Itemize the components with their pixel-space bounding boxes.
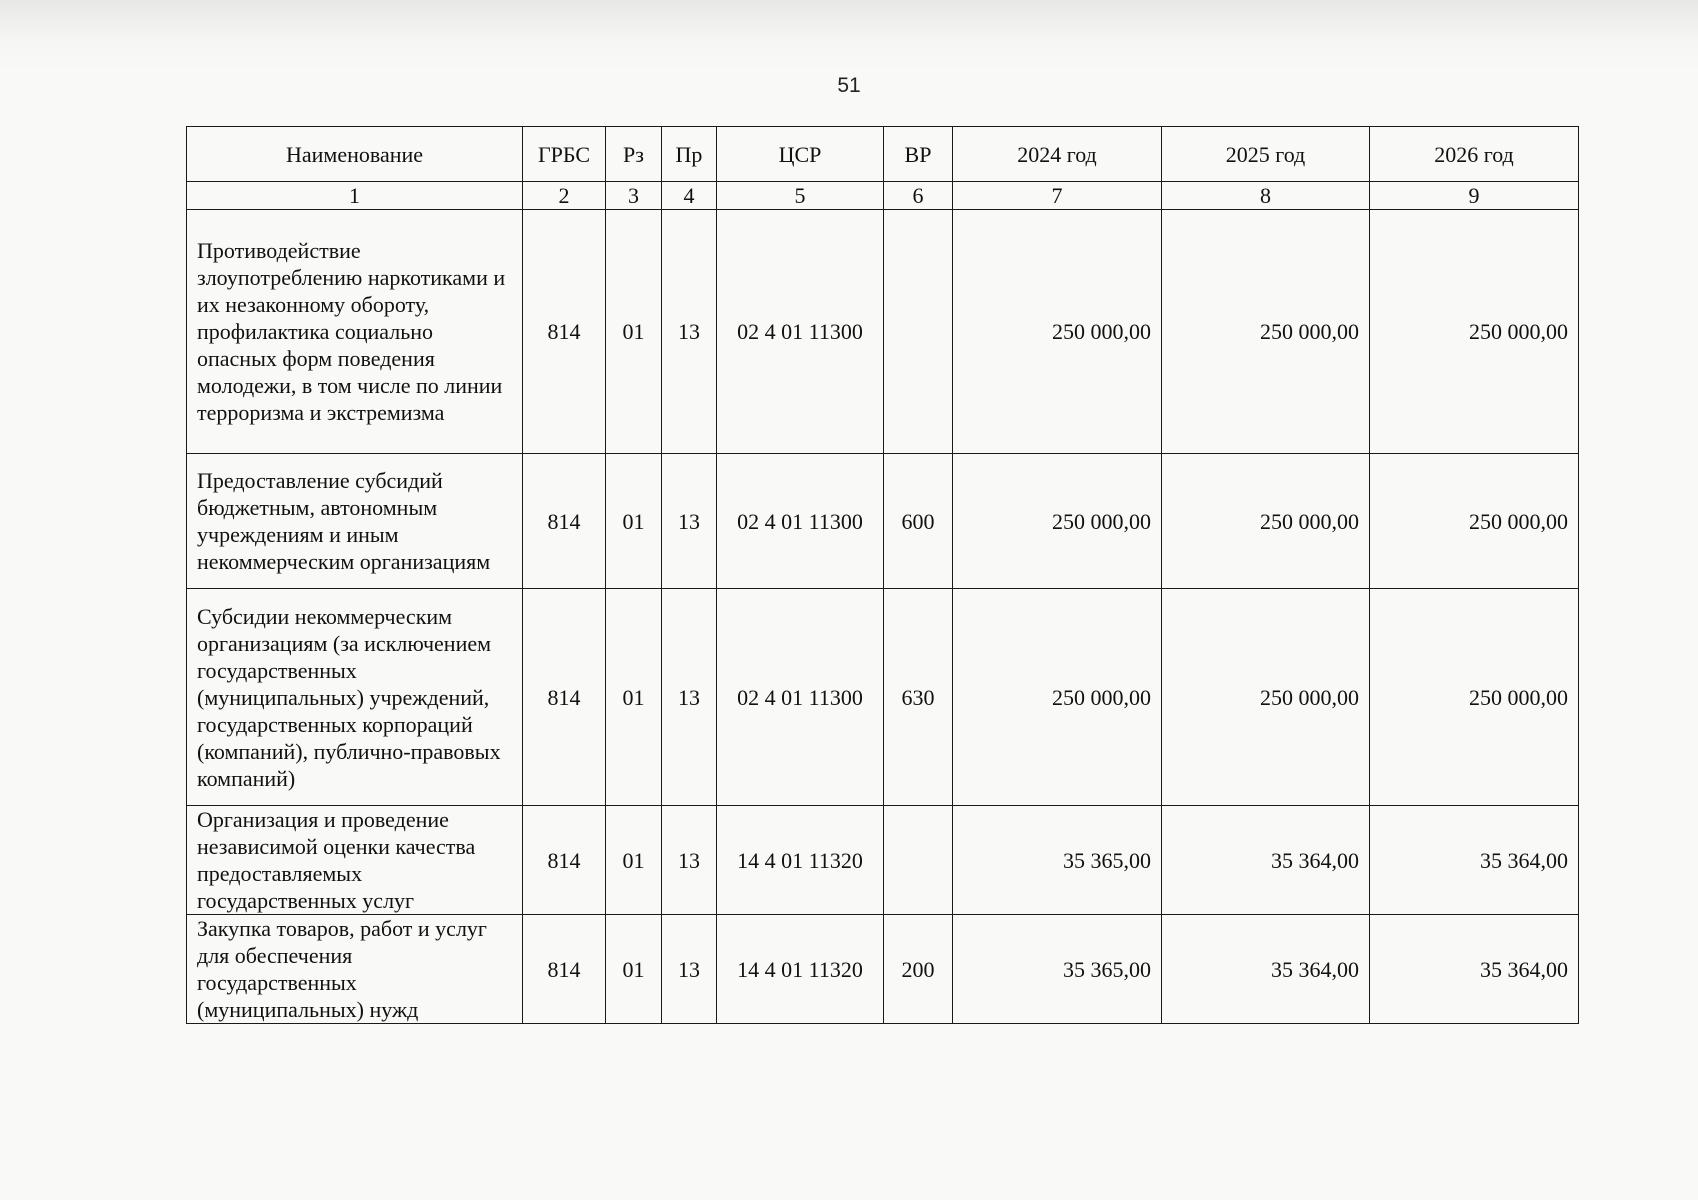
header-rz: Рз	[606, 127, 662, 182]
column-number: 9	[1370, 182, 1579, 210]
row-vr: 630	[884, 589, 953, 806]
row-csr: 02 4 01 11300	[717, 454, 884, 589]
header-grbs: ГРБС	[523, 127, 606, 182]
row-rz: 01	[606, 210, 662, 454]
row-grbs: 814	[523, 806, 606, 915]
row-grbs: 814	[523, 210, 606, 454]
row-name: Предоставление субсидий бюджетным, автономным учреждениям и иным некоммерческим организациям	[187, 454, 523, 589]
row-pr: 13	[662, 454, 717, 589]
row-amount-2026: 35 364,00	[1370, 915, 1579, 1024]
table-row	[187, 589, 1579, 806]
table-row	[187, 210, 1579, 454]
row-amount-2026: 250 000,00	[1370, 210, 1579, 454]
header-pr: Пр	[662, 127, 717, 182]
page-number: 51	[837, 74, 861, 97]
row-grbs: 814	[523, 915, 606, 1024]
row-amount-2025: 250 000,00	[1162, 454, 1370, 589]
row-csr: 02 4 01 11300	[717, 589, 884, 806]
scan-top-shadow	[0, 0, 1698, 70]
column-number: 3	[606, 182, 662, 210]
header-vr: ВР	[884, 127, 953, 182]
row-name: Организация и проведение независимой оценки качества предоставляемых государственных услуг	[187, 806, 523, 915]
row-vr: 200	[884, 915, 953, 1024]
row-name: Противодействие злоупотреблению наркотиками и их незаконному обороту, профилактика социально опасных форм поведения молодежи, в том числе по линии терроризма и экстремизма	[187, 210, 523, 454]
header-2024: 2024 год	[953, 127, 1162, 182]
header-2025: 2025 год	[1162, 127, 1370, 182]
row-rz: 01	[606, 454, 662, 589]
row-amount-2025: 35 364,00	[1162, 915, 1370, 1024]
row-pr: 13	[662, 210, 717, 454]
row-amount-2025: 35 364,00	[1162, 806, 1370, 915]
row-name: Субсидии некоммерческим организациям (за исключением государственных (муниципальных) учреждений, государственных корпораций (компаний), публично-правовых компаний)	[187, 589, 523, 806]
header-csr: ЦСР	[717, 127, 884, 182]
row-grbs: 814	[523, 589, 606, 806]
table-row	[187, 454, 1579, 589]
column-number: 2	[523, 182, 606, 210]
row-vr: 600	[884, 454, 953, 589]
row-vr	[884, 806, 953, 915]
budget-table	[186, 126, 1579, 1024]
row-amount-2024: 35 365,00	[953, 806, 1162, 915]
table-row	[187, 915, 1579, 1024]
row-pr: 13	[662, 915, 717, 1024]
header-row	[187, 127, 1579, 182]
row-grbs: 814	[523, 454, 606, 589]
row-amount-2025: 250 000,00	[1162, 589, 1370, 806]
row-csr: 02 4 01 11300	[717, 210, 884, 454]
row-amount-2024: 35 365,00	[953, 915, 1162, 1024]
column-number: 8	[1162, 182, 1370, 210]
row-rz: 01	[606, 915, 662, 1024]
row-amount-2026: 250 000,00	[1370, 589, 1579, 806]
row-amount-2026: 250 000,00	[1370, 454, 1579, 589]
row-vr	[884, 210, 953, 454]
row-amount-2024: 250 000,00	[953, 210, 1162, 454]
row-amount-2026: 35 364,00	[1370, 806, 1579, 915]
row-amount-2025: 250 000,00	[1162, 210, 1370, 454]
row-pr: 13	[662, 806, 717, 915]
column-number: 1	[187, 182, 523, 210]
row-rz: 01	[606, 589, 662, 806]
row-amount-2024: 250 000,00	[953, 454, 1162, 589]
row-rz: 01	[606, 806, 662, 915]
header-2026: 2026 год	[1370, 127, 1579, 182]
column-number: 5	[717, 182, 884, 210]
column-number: 6	[884, 182, 953, 210]
row-amount-2024: 250 000,00	[953, 589, 1162, 806]
row-csr: 14 4 01 11320	[717, 806, 884, 915]
header-name: Наименование	[187, 127, 523, 182]
column-numbering-row	[187, 182, 1579, 210]
table-row	[187, 806, 1579, 915]
column-number: 7	[953, 182, 1162, 210]
column-number: 4	[662, 182, 717, 210]
row-csr: 14 4 01 11320	[717, 915, 884, 1024]
row-name: Закупка товаров, работ и услуг для обеспечения государственных (муниципальных) нужд	[187, 915, 523, 1024]
row-pr: 13	[662, 589, 717, 806]
